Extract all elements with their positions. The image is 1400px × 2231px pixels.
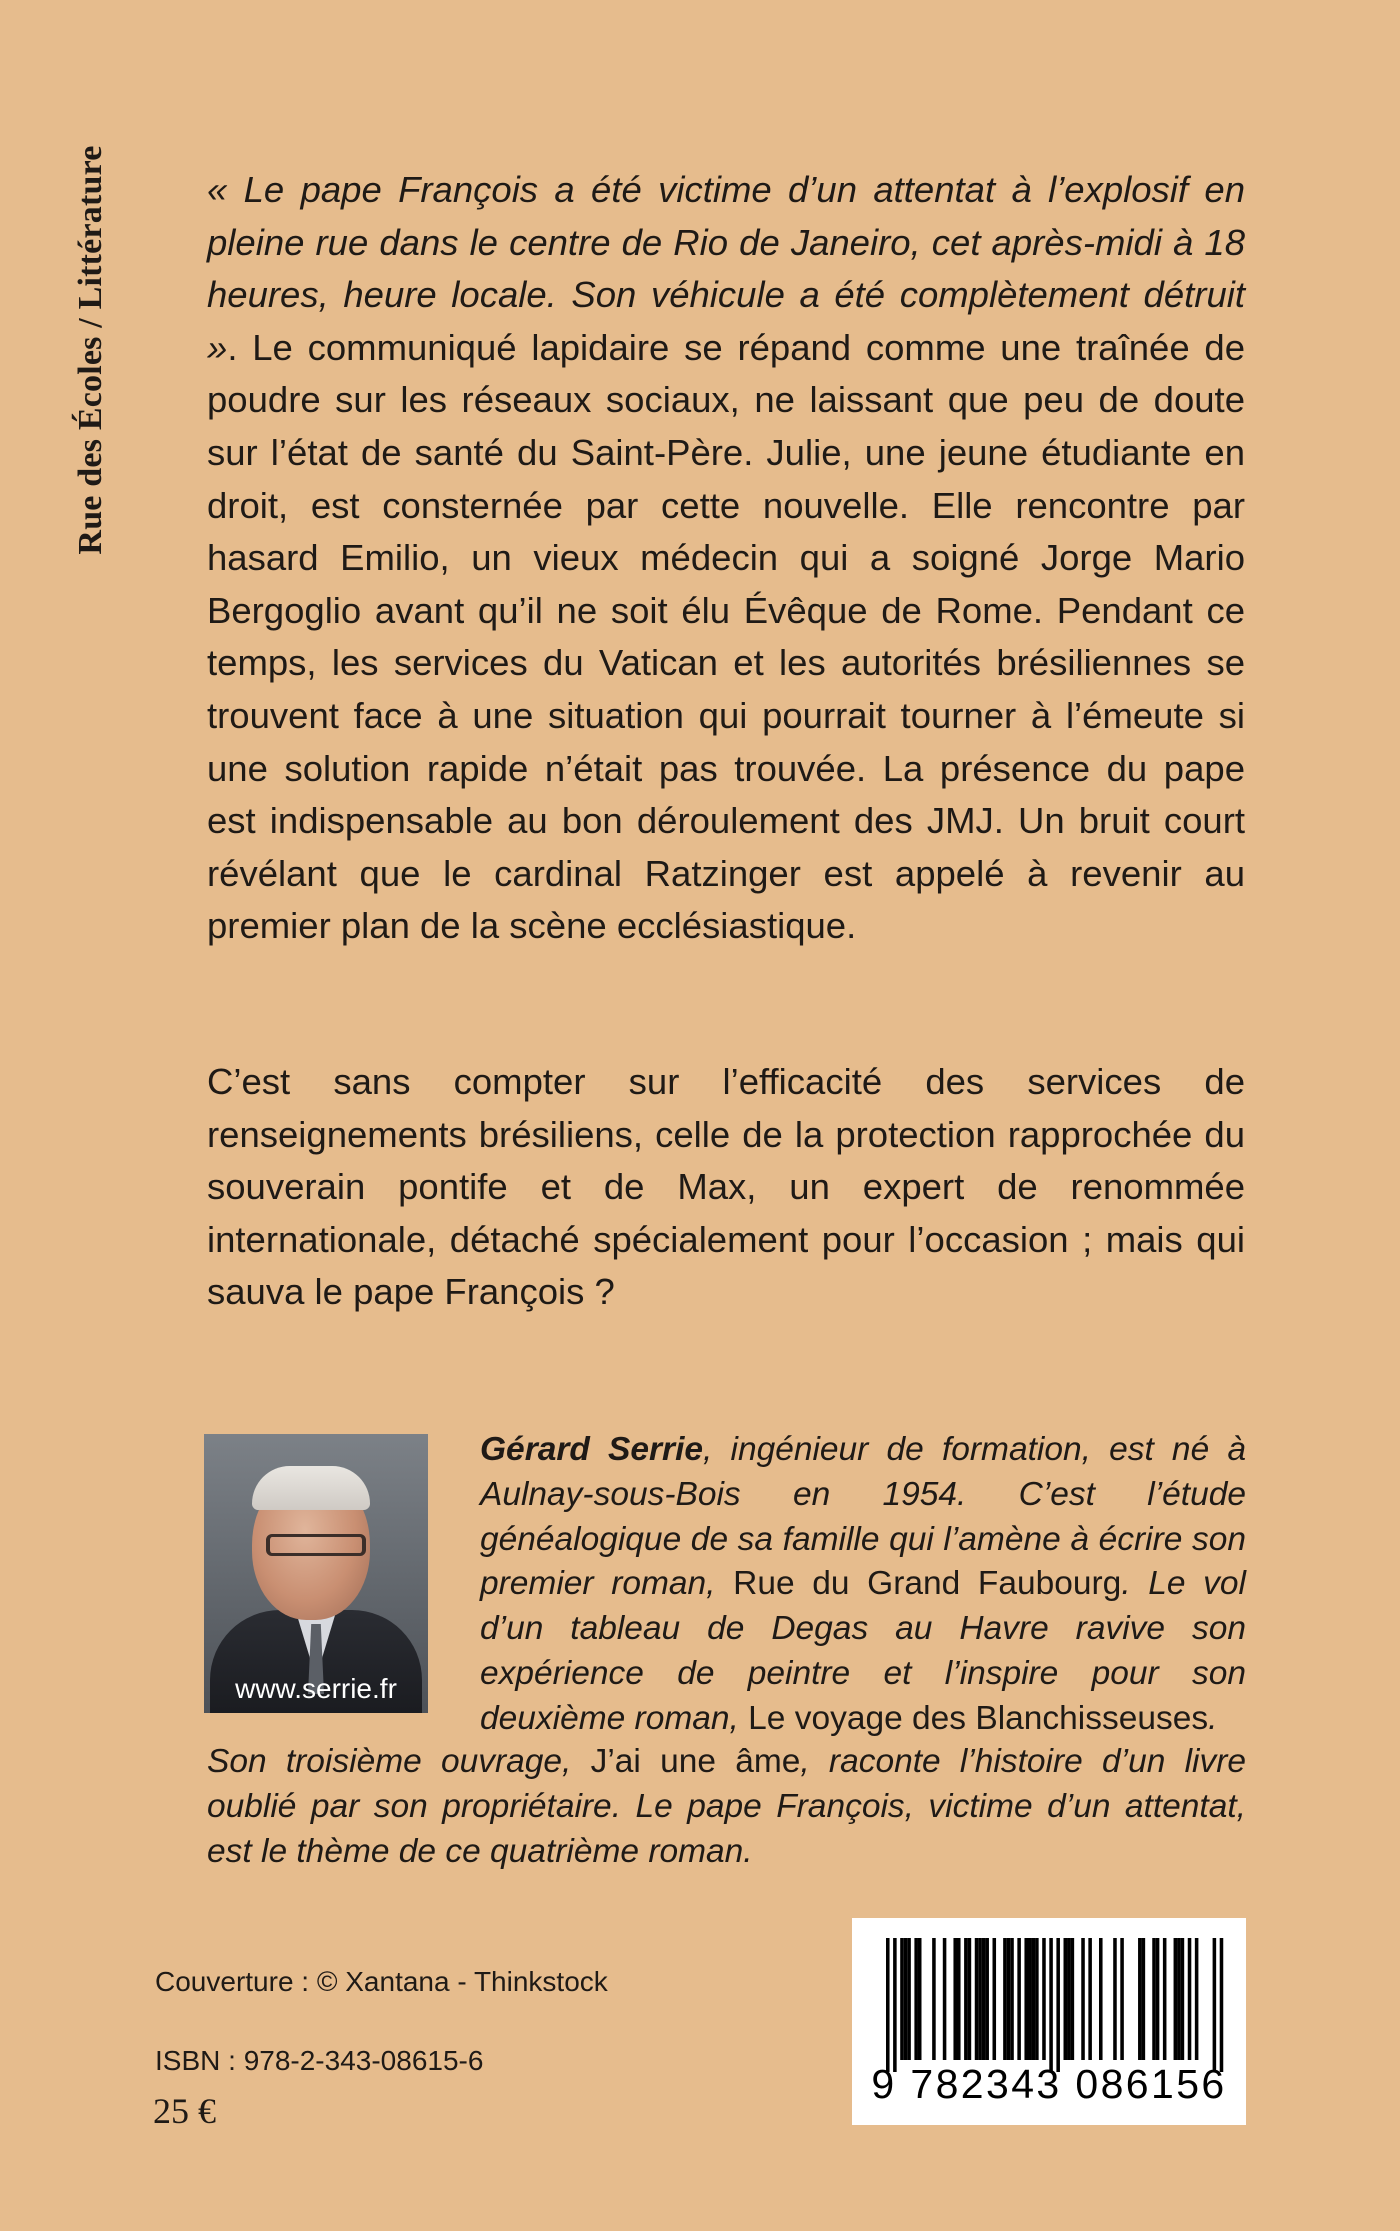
author-bio-5: , raconte l’histoire d’un livre oublié par son propriétaire. Le pape François, victime d’un attentat, est le thème de ce quatrième roman. xyxy=(207,1743,1246,1870)
photo-glasses xyxy=(266,1534,366,1556)
barcode-bar xyxy=(1003,1938,1007,2060)
barcode-bar xyxy=(886,1938,890,2072)
cover-credit: Couverture : © Xantana - Thinkstock xyxy=(155,1966,608,1997)
barcode-bar xyxy=(1195,1938,1199,2060)
book-title-3: J’ai une âme xyxy=(590,1743,801,1780)
barcode-bar xyxy=(1028,1938,1032,2060)
author-bio-top xyxy=(480,1428,1246,1742)
barcode-bar xyxy=(1035,1938,1039,2060)
author-photo xyxy=(204,1434,428,1713)
barcode-bar xyxy=(1174,1938,1178,2060)
author-name: Gérard Serrie xyxy=(480,1431,704,1468)
blurb-paragraph-1 xyxy=(207,164,1245,953)
barcode-bar xyxy=(918,1938,922,2060)
barcode-bar xyxy=(1071,1938,1075,2060)
barcode-bar xyxy=(978,1938,982,2060)
barcode-bar xyxy=(893,1938,897,2072)
isbn: ISBN : 978-2-343-08615-6 xyxy=(155,2045,484,2076)
barcode-bar xyxy=(1142,1938,1146,2060)
barcode-bar xyxy=(1088,1938,1092,2060)
barcode-bar xyxy=(1042,1938,1046,2060)
barcode-bar xyxy=(1188,1938,1192,2060)
price: 25 € xyxy=(153,2091,216,2131)
barcode-bar xyxy=(1067,1938,1071,2060)
barcode xyxy=(852,1918,1246,2125)
barcode-bar xyxy=(932,1938,936,2060)
photo-hair xyxy=(252,1466,370,1510)
barcode-bar xyxy=(914,1938,918,2060)
barcode-bar xyxy=(975,1938,979,2060)
barcode-bar xyxy=(1049,1938,1053,2072)
barcode-bar xyxy=(1152,1938,1156,2060)
barcode-bar xyxy=(964,1938,968,2060)
author-bio-bottom xyxy=(207,1740,1246,1874)
barcode-bar xyxy=(1220,1938,1224,2072)
barcode-bar xyxy=(1163,1938,1167,2060)
barcode-bar xyxy=(953,1938,957,2060)
barcode-bar xyxy=(1138,1938,1142,2060)
barcode-bar xyxy=(1024,1938,1028,2060)
photo-caption: www.serrie.fr xyxy=(235,1673,397,1704)
barcode-bar xyxy=(982,1938,986,2060)
barcode-bar xyxy=(957,1938,961,2060)
author-bio-4: Son troisième ouvrage, xyxy=(207,1743,591,1780)
barcode-bar xyxy=(1120,1938,1124,2060)
barcode-bar xyxy=(900,1938,904,2060)
barcode-digits: 9 782343 086156 xyxy=(871,2061,1227,2107)
barcode-bar xyxy=(1032,1938,1036,2060)
barcode-bar xyxy=(1213,1938,1217,2072)
blurb-paragraph-2: C’est sans compter sur l’efficacité des services de renseignements brésiliens, celle de la protection rapprochée du souverain pontife et de Max, un expert de renommée internationale, détaché spécialement pour l’occasion ; mais qui sauva le pape François ? xyxy=(207,1061,1245,1313)
barcode-bar xyxy=(1113,1938,1117,2060)
blurb-quote: « Le pape François a été victime d’un attentat à l’explosif en pleine rue dans le centre de Rio de Janeiro, cet après-midi à 18 heures, heure locale. Son véhicule a été complètement détruit » xyxy=(207,169,1245,368)
barcode-bar xyxy=(943,1938,947,2060)
barcode-bar xyxy=(985,1938,989,2060)
book-title-2: Le voyage des Blanchisseuses xyxy=(748,1699,1209,1737)
barcode-bar xyxy=(1010,1938,1014,2060)
author-bio-3: . xyxy=(1208,1699,1218,1737)
barcode-bar xyxy=(993,1938,997,2060)
barcode-bar xyxy=(1081,1938,1085,2060)
barcode-bar xyxy=(904,1938,908,2060)
barcode-bar xyxy=(1099,1938,1103,2060)
book-title-1: Rue du Grand Faubourg xyxy=(733,1565,1122,1603)
barcode-bar xyxy=(1156,1938,1160,2060)
author-bio-2: . Le vol d’un tableau de Degas au Havre ravive son expérience de peintre et l’inspire pour son deuxième roman, xyxy=(480,1565,1247,1737)
blurb-text-1: . Le communiqué lapidaire se répand comme une traînée de poudre sur les réseaux sociaux, ne laissant que peu de doute sur l’état de santé du Saint-Père. Julie, une jeune étudiante en droit, est consternée par cette nouvelle. Elle rencontre par hasard Emilio, un vieux médecin qui a soigné Jorge Mario Bergoglio avant qu’il ne soit élu Évêque de Rome. Pendant ce temps, les services du Vatican et les autorités brésiliennes se trouvent face à une situation qui pourrait tourner à l’émeute si une solution rapide n’était pas trouvée. La présence du pape est indispensable au bon déroulement des JMJ. Un bruit court révélant que le cardinal Ratzinger est appelé à revenir au premier plan de la scène ecclésiastique. xyxy=(207,326,1245,947)
barcode-bar xyxy=(907,1938,911,2060)
barcode-bar xyxy=(1007,1938,1011,2060)
barcode-bar xyxy=(968,1938,972,2060)
barcode-bar xyxy=(1017,1938,1021,2060)
barcode-bar xyxy=(1056,1938,1060,2072)
spine-title: Rue des Écoles / Littérature xyxy=(72,145,109,555)
barcode-bar xyxy=(1177,1938,1181,2060)
author-bio-1: , ingénieur de formation, est né à Aulnay-sous-Bois en 1954. C’est l’étude généalogique de sa famille qui l’amène à écrire son premier roman, xyxy=(480,1431,1247,1603)
barcode-bar xyxy=(1064,1938,1068,2060)
barcode-bar xyxy=(1181,1938,1185,2060)
